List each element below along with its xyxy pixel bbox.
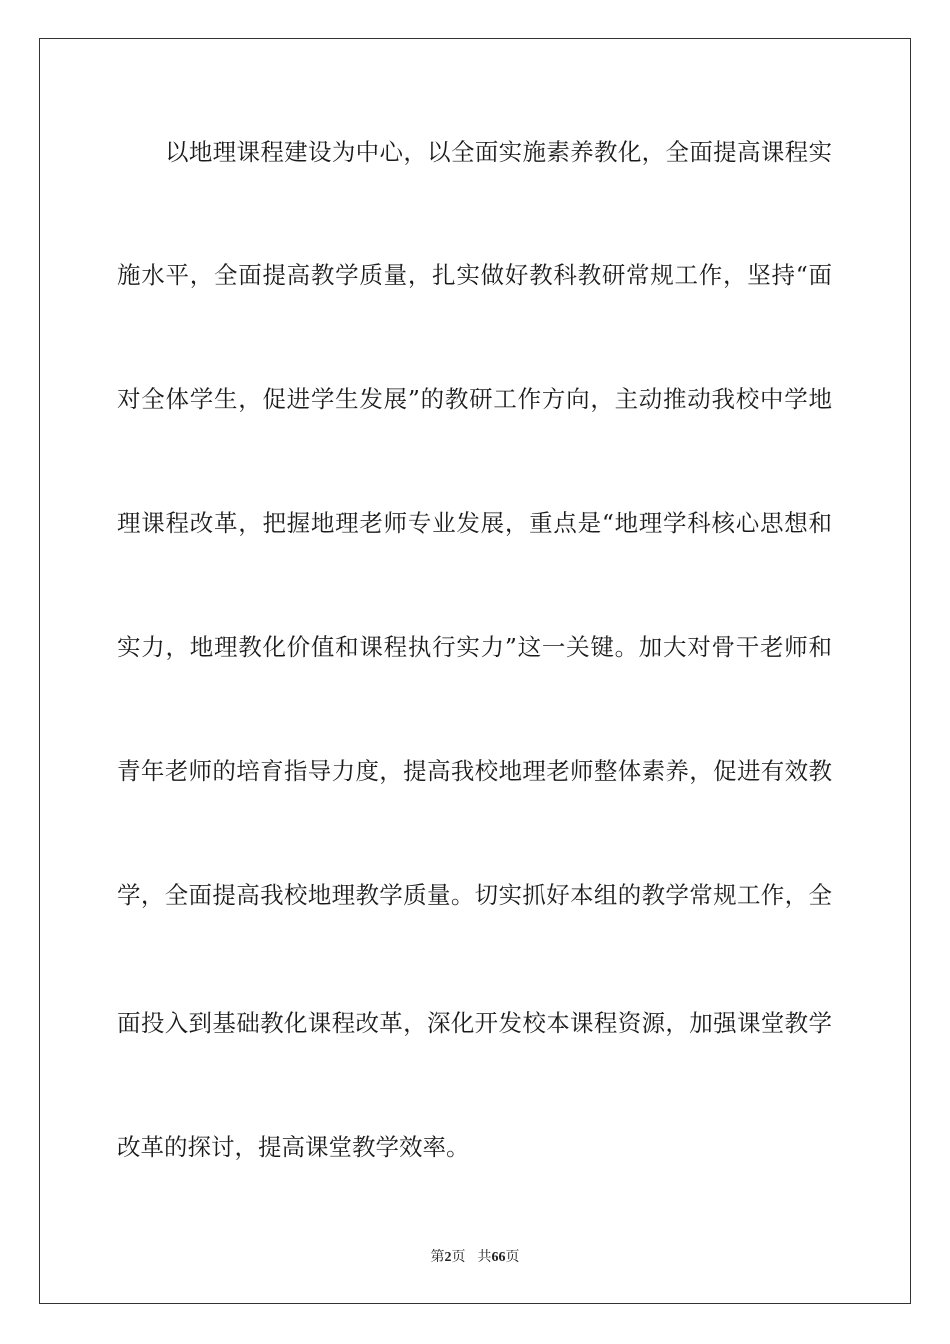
paragraph-line-2: 施水平，全面提高教学质量，扎实做好教科教研常规工作，坚持“面 (117, 261, 832, 289)
total-prefix: 共 (477, 1249, 492, 1265)
total-suffix: 页 (505, 1249, 520, 1265)
total-pages: 66 (491, 1250, 506, 1265)
paragraph-line-3: 对全体学生，促进学生发展”的教研工作方向，主动推动我校中学地 (117, 385, 832, 413)
paragraph-line-5: 实力，地理教化价值和课程执行实力”这一关键。加大对骨干老师和 (117, 633, 832, 661)
paragraph-line-4: 理课程改革，把握地理老师专业发展，重点是“地理学科核心思想和 (117, 509, 832, 537)
page-prefix: 第 (430, 1249, 445, 1265)
paragraph-line-6: 青年老师的培育指导力度，提高我校地理老师整体素养，促进有效教 (117, 757, 832, 785)
paragraph-line-7: 学，全面提高我校地理教学质量。切实抓好本组的教学常规工作，全 (117, 881, 832, 909)
page-footer (0, 1248, 950, 1267)
page-number: 2 (444, 1250, 452, 1265)
paragraph-line-9: 改革的探讨，提高课堂教学效率。 (117, 1133, 470, 1161)
paragraph-line-1: 以地理课程建设为中心，以全面实施素养教化，全面提高课程实 (165, 138, 832, 166)
paragraph-line-8: 面投入到基础教化课程改革，深化开发校本课程资源，加强课堂教学 (117, 1009, 832, 1037)
page-frame (39, 38, 911, 1304)
page-suffix: 页 (451, 1249, 466, 1265)
